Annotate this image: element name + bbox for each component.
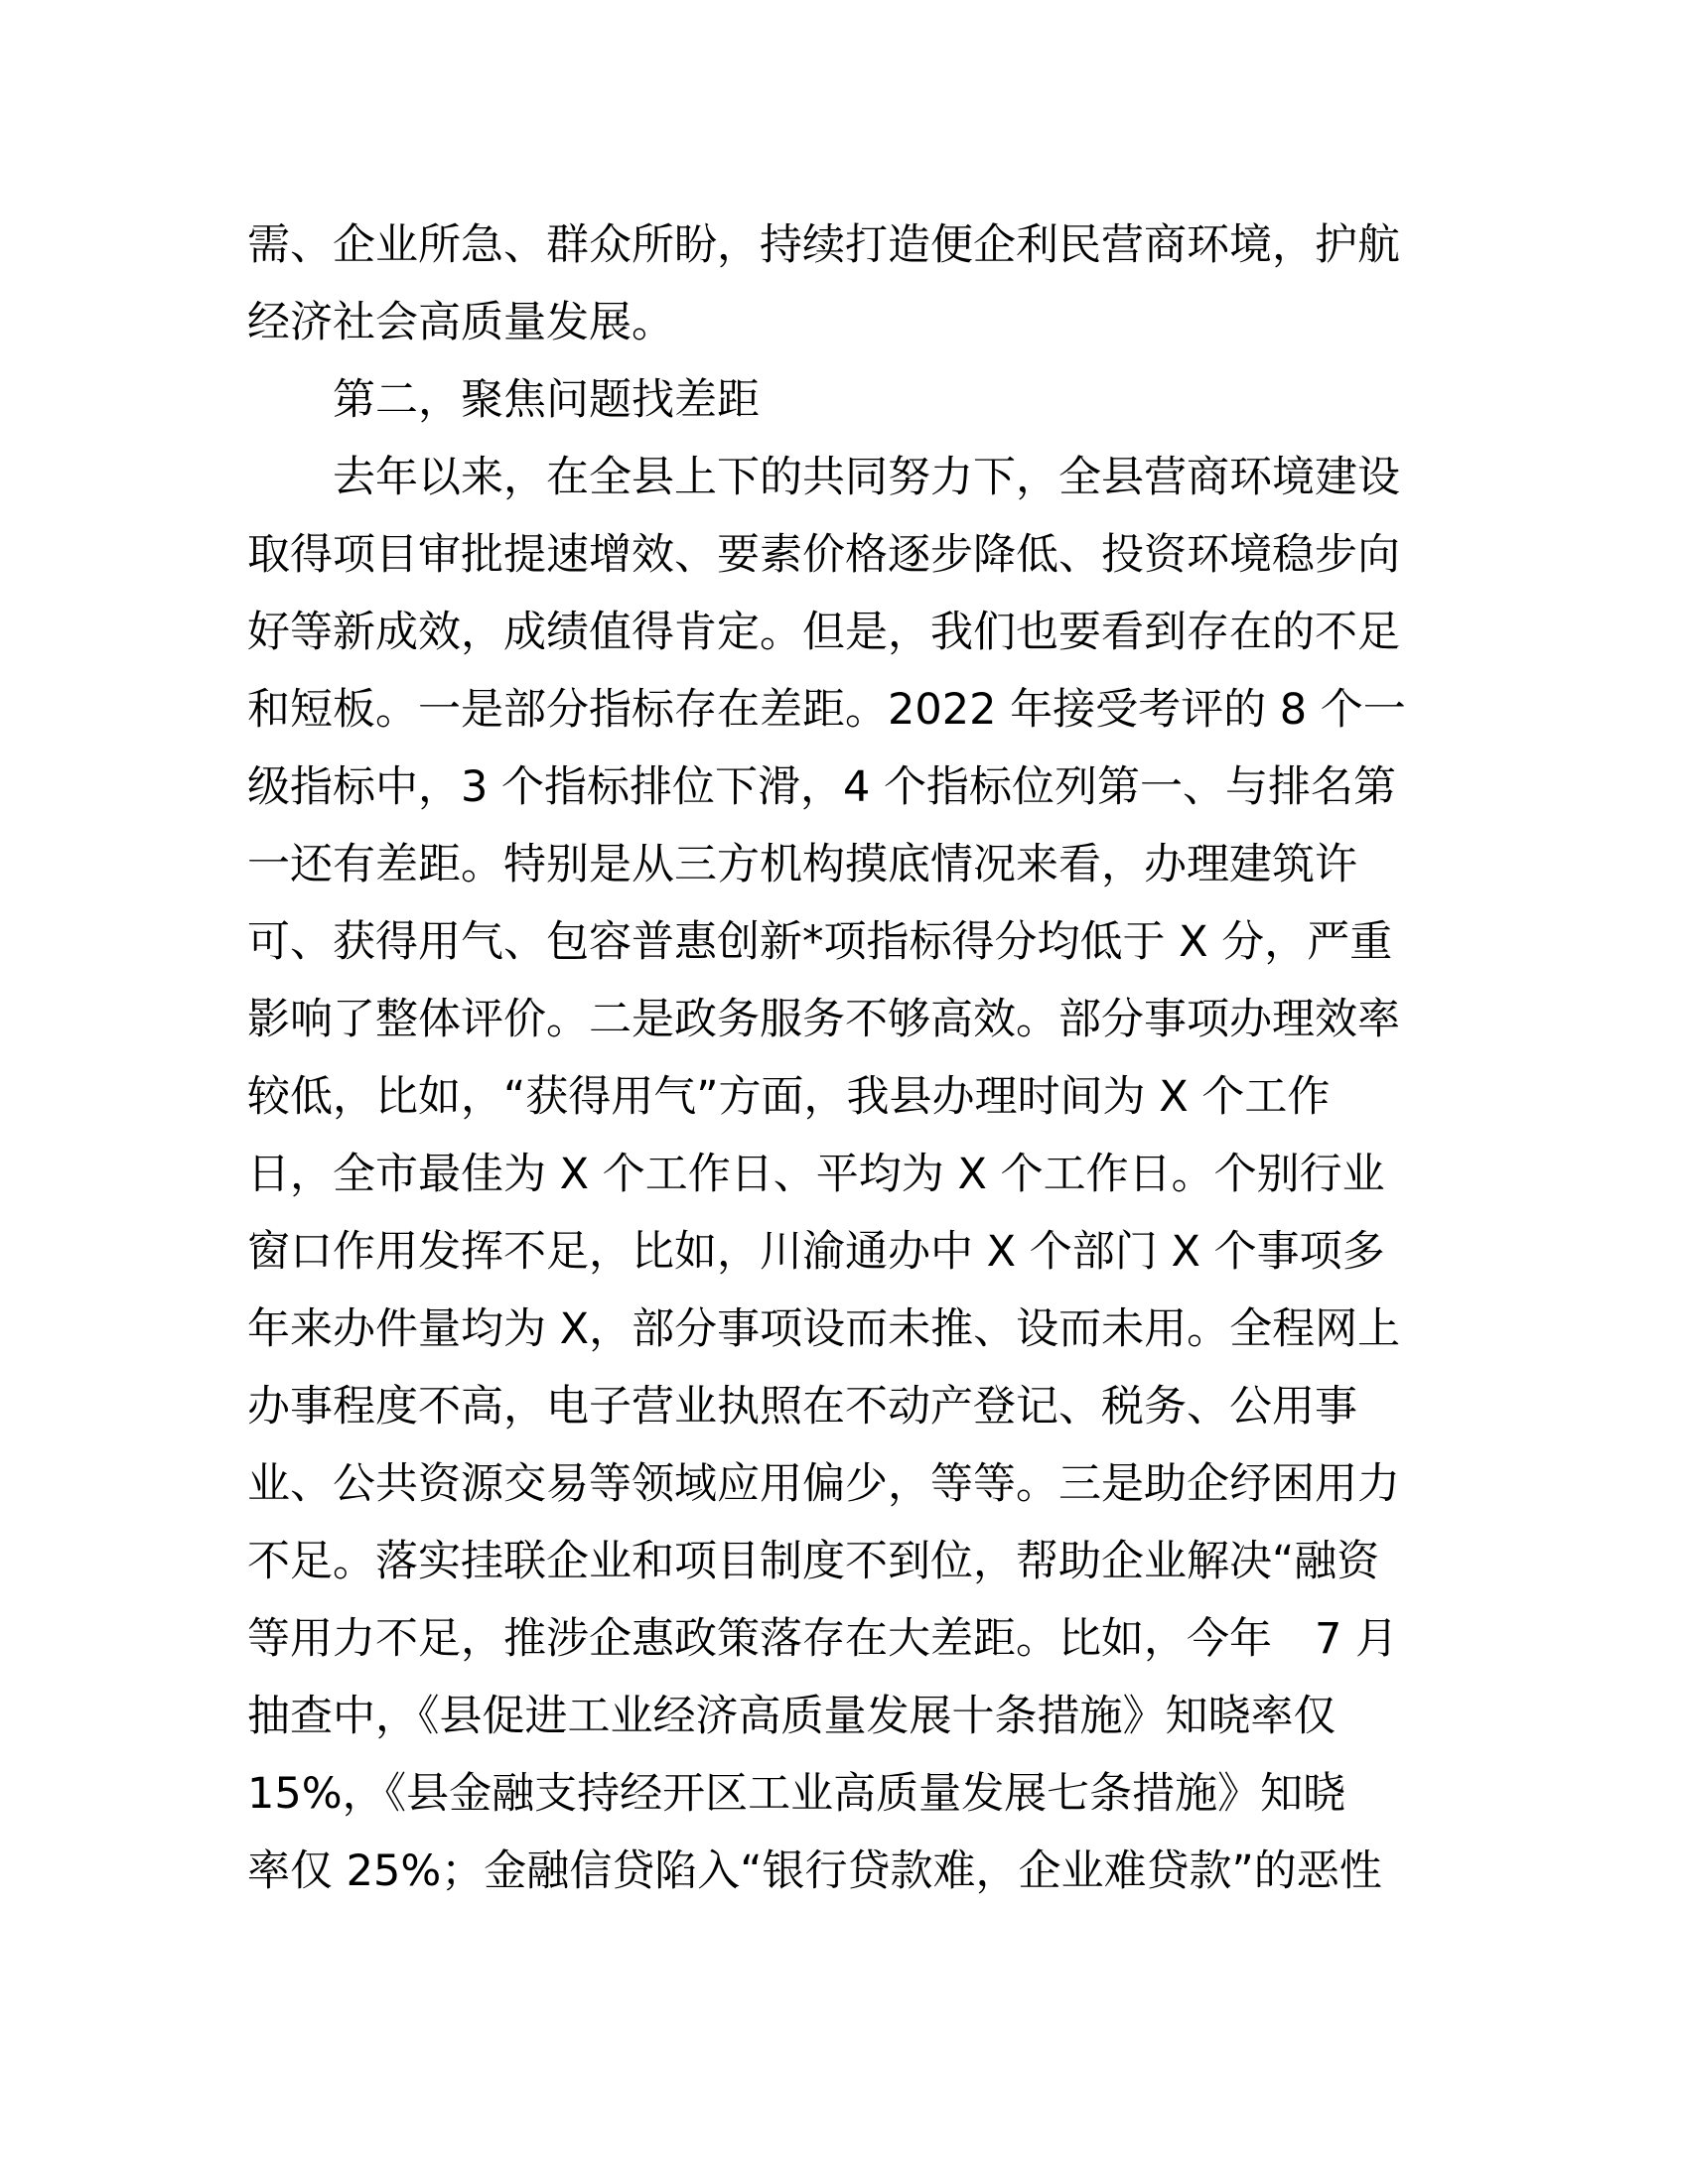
text-line: 较低，比如，“获得用气”方面，我县办理时间为 X 个工作 [247, 1072, 1331, 1122]
text-line: 级指标中，3 个指标排位下滑，4 个指标位列第一、与排名第 [247, 762, 1397, 812]
text-line: 抽查中，《县促进工业经济高质量发展十条措施》知晓率仅 [247, 1692, 1336, 1741]
text-line: 业、公共资源交易等领域应用偏少，等等。三是助企纾困用力 [247, 1459, 1400, 1509]
text-line: 一还有差距。特别是从三方机构摸底情况来看，办理建筑许 [247, 840, 1357, 889]
text-line: 等用力不足，推涉企惠政策落存在大差距。比如，今年 7 月 [247, 1614, 1399, 1664]
text-line: 年来办件量均为 X，部分事项设而未推、设而未用。全程网上 [247, 1304, 1401, 1354]
paragraph-first-line: 去年以来，在全县上下的共同努力下，全县营商环境建设 [333, 453, 1400, 502]
text-line: 15%，《县金融支持经开区工业高质量发展七条措施》知晓 [247, 1769, 1346, 1819]
text-line: 经济社会高质量发展。 [247, 298, 674, 347]
text-line: 取得项目审批提速增效、要素价格逐步降低、投资环境稳步向 [247, 530, 1400, 580]
text-line: 办事程度不高，电子营业执照在不动产登记、税务、公用事 [247, 1382, 1357, 1432]
text-line: 需、企业所急、群众所盼，持续打造便企利民营商环境，护航 [247, 220, 1400, 270]
text-line: 影响了整体评价。二是政务服务不够高效。部分事项办理效率 [247, 995, 1400, 1044]
text-line: 可、获得用气、包容普惠创新*项指标得分均低于 X 分，严重 [247, 917, 1393, 967]
text-line: 率仅 25%；金融信贷陷入“银行贷款难，企业难贷款”的恶性 [247, 1846, 1382, 1896]
text-line: 日，全市最佳为 X 个工作日、平均为 X 个工作日。个别行业 [247, 1150, 1385, 1199]
text-line: 窗口作用发挥不足，比如，川渝通办中 X 个部门 X 个事项多 [247, 1227, 1385, 1277]
body-text [247, 206, 1439, 1910]
text-line: 好等新成效，成绩值得肯定。但是，我们也要看到存在的不足 [247, 608, 1400, 657]
text-line: 和短板。一是部分指标存在差距。2022 年接受考评的 8 个一 [247, 685, 1406, 735]
text-line: 不足。落实挂联企业和项目制度不到位，帮助企业解决“融资 [247, 1537, 1380, 1586]
section-heading: 第二，聚焦问题找差距 [333, 375, 760, 425]
